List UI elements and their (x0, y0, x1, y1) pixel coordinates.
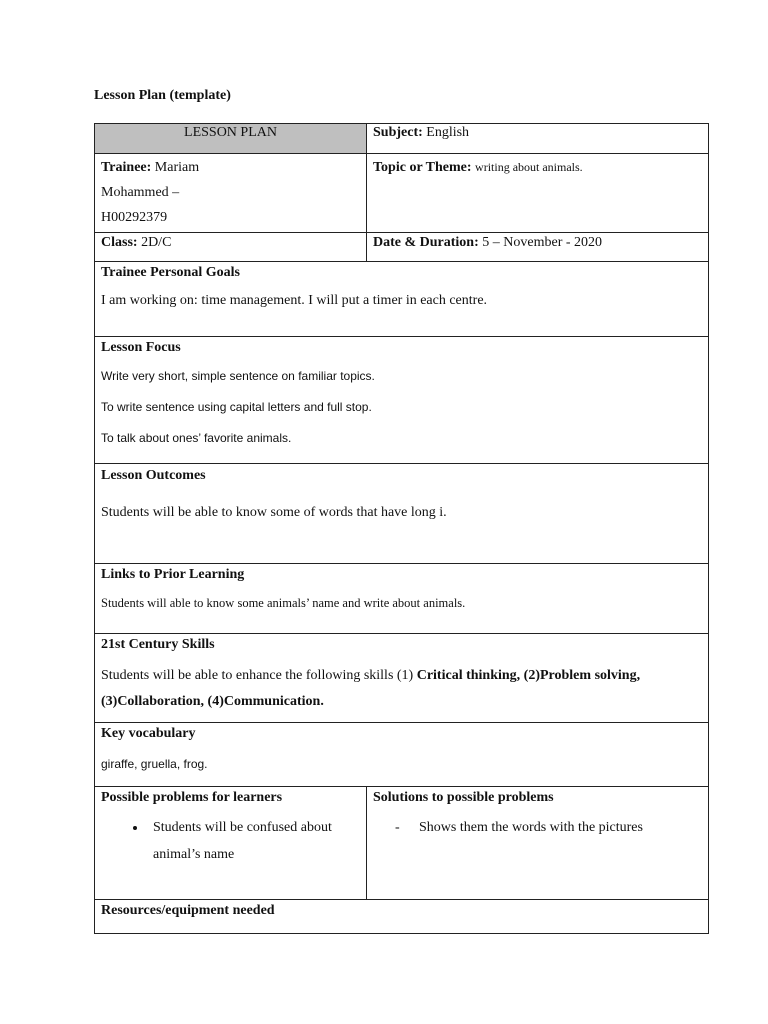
trainee-label: Trainee: (101, 160, 152, 175)
date-duration-cell (367, 233, 709, 262)
vocabulary-cell (95, 723, 709, 787)
lesson-outcomes-cell (95, 464, 709, 564)
problems-heading: Possible problems for learners (101, 790, 283, 805)
trainee-id: H00292379 (101, 210, 168, 225)
lesson-focus-item: Write very short, simple sentence on familiar topics. (101, 369, 375, 383)
lesson-focus-item: To talk about ones’ favorite animals. (101, 431, 292, 445)
dash-marker: - (395, 820, 400, 835)
trainee-cell (95, 154, 367, 233)
lesson-plan-table (94, 123, 709, 934)
lesson-focus-heading: Lesson Focus (101, 340, 181, 355)
solution-item (373, 820, 702, 836)
vocabulary-heading: Key vocabulary (101, 726, 196, 741)
problem-line-2: animal’s name (153, 847, 235, 862)
class-date-row (95, 233, 709, 262)
document-title: Lesson Plan (template) (94, 88, 231, 103)
topic-cell (367, 154, 709, 233)
resources-cell (95, 900, 709, 934)
skills-intro: Students will be able to enhance the following skills (1) (101, 668, 417, 683)
resources-row (95, 900, 709, 934)
trainee-row (95, 154, 709, 233)
vocabulary-text: giraffe, gruella, frog. (101, 757, 208, 771)
problems-solutions-row (95, 787, 709, 900)
solutions-cell (367, 787, 709, 900)
skills-text (101, 663, 702, 715)
lesson-focus-cell (95, 337, 709, 464)
problem-line-1: Students will be confused about (153, 820, 332, 835)
lesson-plan-header-cell (95, 124, 367, 154)
problems-list (101, 814, 360, 868)
subject-value: English (426, 125, 470, 140)
skills-list-part-2: (3)Collaboration, (4)Communication. (101, 694, 324, 709)
lesson-focus-row (95, 337, 709, 464)
class-label: Class: (101, 235, 138, 250)
lesson-outcomes-row (95, 464, 709, 564)
problems-cell (95, 787, 367, 900)
skills-row (95, 634, 709, 723)
prior-learning-row (95, 564, 709, 634)
trainee-name-line-2: Mohammed – (101, 185, 180, 200)
prior-learning-heading: Links to Prior Learning (101, 567, 245, 582)
subject-cell (367, 124, 709, 154)
trainee-name-line-1: Mariam (154, 160, 200, 175)
lesson-outcomes-heading: Lesson Outcomes (101, 468, 206, 483)
prior-learning-cell (95, 564, 709, 634)
topic-value: writing about animals. (475, 160, 583, 174)
lesson-plan-label: LESSON PLAN (184, 125, 277, 140)
prior-learning-text: Students will able to know some animals’ name and write about animals. (101, 596, 466, 610)
header-row (95, 124, 709, 154)
skills-cell (95, 634, 709, 723)
class-cell (95, 233, 367, 262)
date-duration-label: Date & Duration: (373, 235, 479, 250)
lesson-outcomes-text: Students will be able to know some of words that have long i. (101, 505, 447, 520)
skills-heading: 21st Century Skills (101, 637, 215, 652)
date-duration-value: 5 – November - 2020 (482, 235, 603, 250)
class-value: 2D/C (141, 235, 172, 250)
lesson-focus-item: To write sentence using capital letters and full stop. (101, 400, 372, 414)
personal-goals-text: I am working on: time management. I will put a timer in each centre. (101, 293, 488, 308)
personal-goals-heading: Trainee Personal Goals (101, 265, 240, 280)
resources-heading: Resources/equipment needed (101, 903, 275, 918)
solutions-heading: Solutions to possible problems (373, 790, 554, 805)
vocabulary-row (95, 723, 709, 787)
solution-text: Shows them the words with the pictures (419, 820, 643, 835)
skills-list-part-1: Critical thinking, (2)Problem solving, (416, 668, 641, 683)
personal-goals-cell (95, 262, 709, 337)
subject-label: Subject: (373, 125, 423, 140)
topic-label: Topic or Theme: (373, 160, 472, 175)
problem-item (147, 814, 360, 868)
personal-goals-row (95, 262, 709, 337)
